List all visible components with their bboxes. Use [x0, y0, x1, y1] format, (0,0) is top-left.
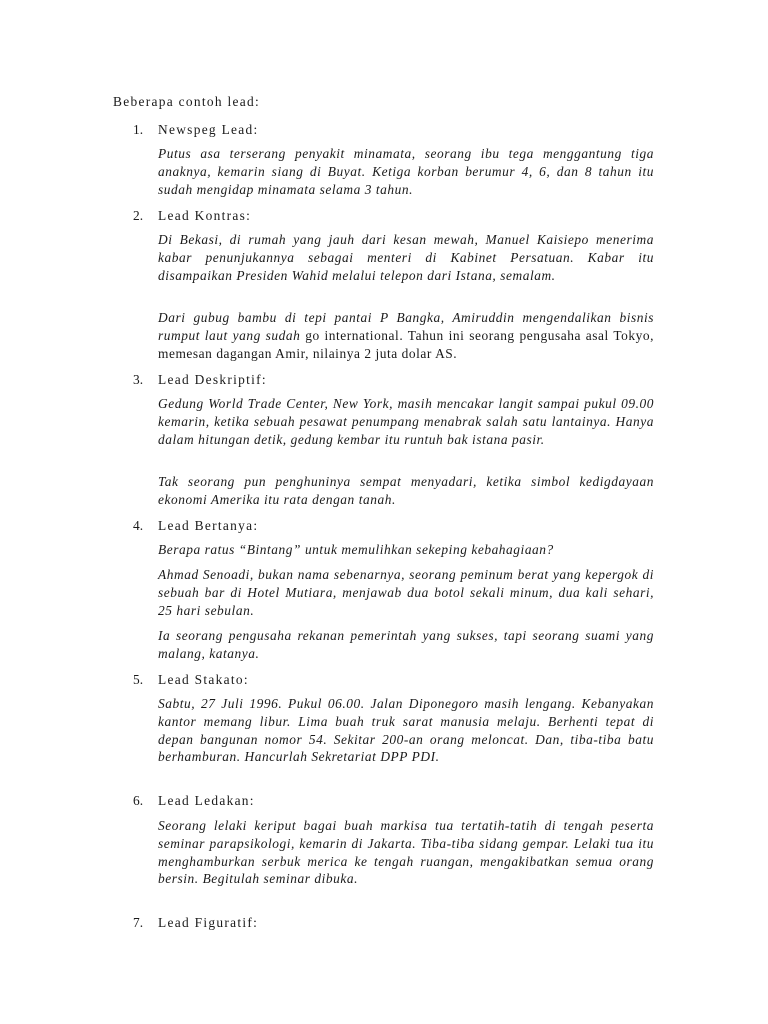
item-number: 3.: [133, 372, 144, 387]
item-label: Lead Kontras:: [158, 208, 252, 223]
example-paragraph: [158, 695, 654, 766]
example-paragraph: [158, 145, 654, 198]
intro-heading: Beberapa contoh lead:: [113, 94, 261, 109]
example-paragraph: [158, 309, 654, 362]
italic-text: Gedung World Trade Center, New York, masih mencakar langit sampai pukul 09.00 kemarin, ketika sebuah pesawat penumpang menabrak salah satu lantainya. Hanya dalam hitungan detik, gedung kembar itu runtuh bak istana pasir.: [158, 396, 654, 447]
item-label: Lead Bertanya:: [158, 518, 259, 533]
item-label: Lead Ledakan:: [158, 793, 255, 808]
example-paragraph: [158, 395, 654, 448]
example-paragraph: [158, 473, 654, 509]
item-number: 5.: [133, 672, 144, 687]
italic-text: Di Bekasi, di rumah yang jauh dari kesan mewah, Manuel Kaisiepo menerima kabar penunjukannya sebagai menteri di Kabinet Persatuan. Kabar itu disampaikan Presiden Wahid melalui telepon dari Istana, semalam.: [158, 232, 654, 283]
item-number: 6.: [133, 793, 144, 808]
item-label: Lead Figuratif:: [158, 915, 259, 930]
example-paragraph: [158, 566, 654, 619]
item-number: 4.: [133, 518, 144, 533]
italic-text: Dari gubug bambu di tepi pantai P Bangka, Amiruddin mengendalikan bisnis rumput laut yang sudah: [158, 310, 654, 343]
italic-text: Tak seorang pun penghuninya sempat menyadari, ketika simbol kedigdayaan ekonomi Amerika itu rata dengan tanah.: [158, 474, 654, 507]
example-paragraph: [158, 541, 654, 559]
italic-text: Berapa ratus “Bintang” untuk memulihkan sekeping kebahagiaan?: [158, 542, 554, 557]
italic-text: Sabtu, 27 Juli 1996. Pukul 06.00. Jalan Diponegoro masih lengang. Kebanyakan kantor memang libur. Lima buah truk sarat manusia melaju. Berhenti tepat di depan bangunan nomor 54. Sekitar 200-an orang meloncat. Dan, tiba-tiba batu berhamburan. Hancurlah Sekretariat DPP PDI.: [158, 696, 654, 765]
italic-text: Putus asa terserang penyakit minamata, seorang ibu tega menggantung tiga anaknya, kemarin siang di Buyat. Ketiga korban berumur 4, 6, dan 8 tahun itu sudah mengidap minamata selama 3 tahun.: [158, 146, 654, 197]
item-label: Newspeg Lead:: [158, 122, 259, 137]
item-label: Lead Deskriptif:: [158, 372, 267, 387]
plain-text: go international. Tahun ini seorang pengusaha asal Tokyo, memesan dagangan Amir, nilainya 2 juta dolar AS.: [158, 327, 655, 361]
italic-text: Seorang lelaki keriput bagai buah markisa tua tertatih-tatih di tengah peserta seminar parapsikologi, kemarin di Jakarta. Tiba-tiba sidang gempar. Lelaki tua itu menghamburkan serbuk merica ke tengah ruangan, mengakibatkan semua orang bersin. Begitulah seminar dibuka.: [158, 818, 654, 887]
example-paragraph: [158, 817, 654, 888]
item-label: Lead Stakato:: [158, 672, 249, 687]
item-number: 1.: [133, 122, 144, 137]
example-paragraph: [158, 627, 654, 663]
example-paragraph: [158, 231, 654, 284]
item-number: 2.: [133, 208, 144, 223]
italic-text: Ahmad Senoadi, bukan nama sebenarnya, seorang peminum berat yang kepergok di sebuah bar di Hotel Mutiara, menjawab dua botol sekali minum, dua kali sehari, 25 hari sebulan.: [158, 567, 654, 618]
italic-text: Ia seorang pengusaha rekanan pemerintah yang sukses, tapi seorang suami yang malang, katanya.: [158, 628, 654, 661]
item-number: 7.: [133, 915, 144, 930]
